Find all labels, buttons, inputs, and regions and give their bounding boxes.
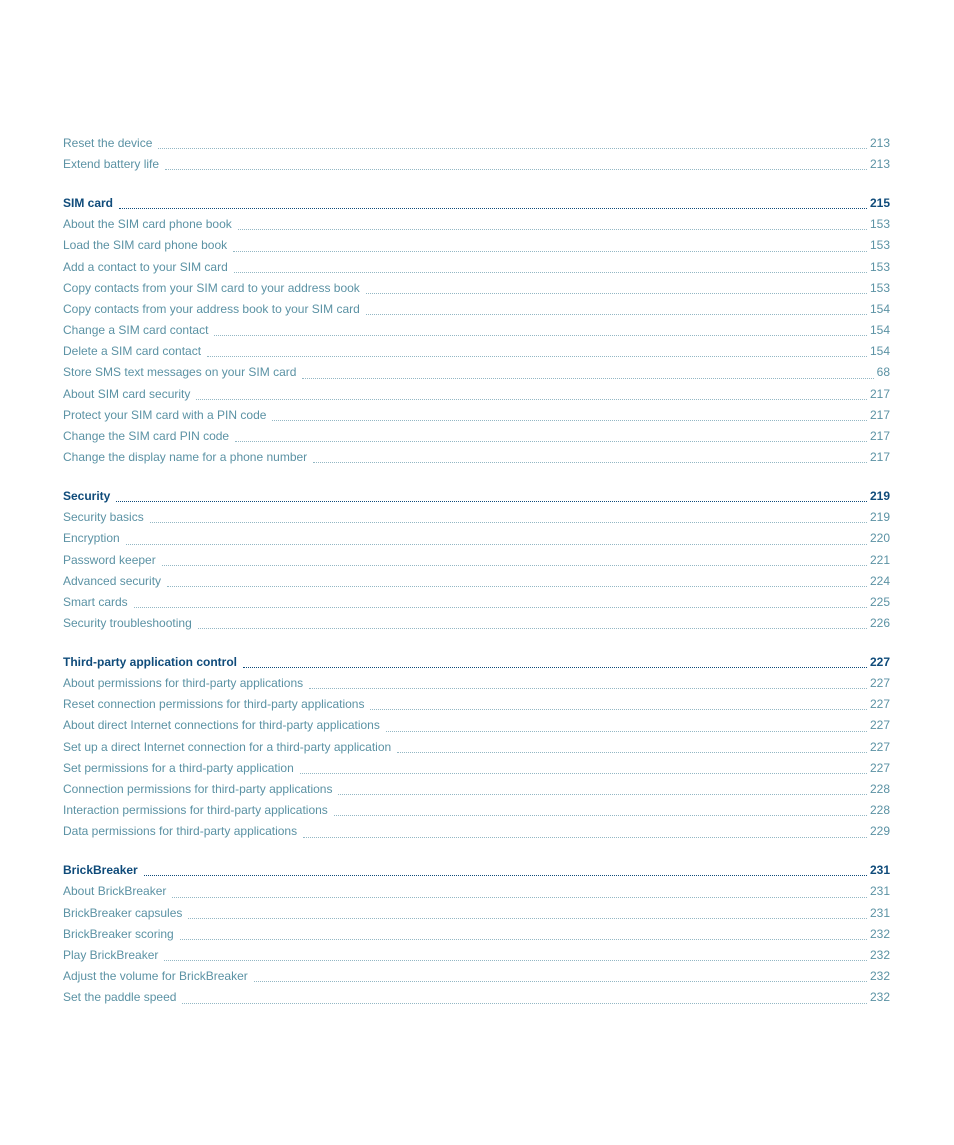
entry-title: Play BrickBreaker bbox=[63, 947, 159, 962]
entry-title: Protect your SIM card with a PIN code bbox=[63, 407, 267, 422]
dot-leader bbox=[386, 715, 867, 736]
page-number: 213 bbox=[869, 157, 890, 172]
entry-title: Security basics bbox=[63, 510, 144, 525]
entry-title: Adjust the volume for BrickBreaker bbox=[63, 969, 248, 984]
toc-entry[interactable] bbox=[63, 320, 890, 341]
dot-leader bbox=[116, 486, 867, 507]
entry-title: About direct Internet connections for third-party applications bbox=[63, 718, 380, 733]
dot-leader bbox=[182, 987, 867, 1008]
entry-title: Security troubleshooting bbox=[63, 616, 192, 631]
page-number: 229 bbox=[869, 824, 890, 839]
dot-leader bbox=[235, 426, 867, 447]
page-number: 219 bbox=[869, 510, 890, 525]
page-number: 154 bbox=[869, 301, 890, 316]
toc-entry[interactable] bbox=[63, 592, 890, 613]
entry-title: Change the SIM card PIN code bbox=[63, 429, 230, 444]
page-number: 225 bbox=[869, 594, 890, 609]
dot-leader bbox=[238, 214, 867, 235]
dot-leader bbox=[234, 257, 867, 278]
toc-entry[interactable] bbox=[63, 903, 890, 924]
dot-leader bbox=[243, 652, 867, 673]
page-number: 154 bbox=[869, 344, 890, 359]
entry-title: About permissions for third-party applications bbox=[63, 676, 304, 691]
page-number: 227 bbox=[869, 654, 890, 669]
dot-leader bbox=[303, 821, 867, 842]
section-title: Third-party application control bbox=[63, 654, 238, 669]
page-number: 228 bbox=[869, 803, 890, 818]
dot-leader bbox=[366, 278, 867, 299]
dot-leader bbox=[309, 673, 867, 694]
entry-title: Delete a SIM card contact bbox=[63, 344, 202, 359]
dot-leader bbox=[338, 779, 867, 800]
dot-leader bbox=[150, 507, 867, 528]
toc-section bbox=[63, 652, 890, 843]
toc-heading[interactable] bbox=[63, 860, 890, 881]
entry-title: Advanced security bbox=[63, 573, 162, 588]
entry-title: Connection permissions for third-party applications bbox=[63, 782, 333, 797]
page-number: 227 bbox=[869, 760, 890, 775]
dot-leader bbox=[167, 571, 867, 592]
toc-section bbox=[63, 193, 890, 468]
page-number: 219 bbox=[869, 489, 890, 503]
toc-entry[interactable] bbox=[63, 257, 890, 278]
page-number: 217 bbox=[869, 386, 890, 401]
page-number: 231 bbox=[869, 884, 890, 899]
section-title: Security bbox=[63, 489, 111, 503]
entry-title: Store SMS text messages on your SIM card bbox=[63, 365, 297, 380]
page-number: 224 bbox=[869, 573, 890, 588]
dot-leader bbox=[207, 341, 867, 362]
toc-entry[interactable] bbox=[63, 278, 890, 299]
toc-entry[interactable] bbox=[63, 881, 890, 902]
toc-entry[interactable] bbox=[63, 715, 890, 736]
dot-leader bbox=[172, 881, 867, 902]
entry-title: Add a contact to your SIM card bbox=[63, 259, 228, 274]
entry-title: About the SIM card phone book bbox=[63, 217, 232, 232]
toc-entry[interactable] bbox=[63, 779, 890, 800]
page-number: 232 bbox=[869, 990, 890, 1005]
page-number: 227 bbox=[869, 739, 890, 754]
section-title: SIM card bbox=[63, 195, 114, 210]
page-number: 221 bbox=[869, 552, 890, 567]
entry-title: Set up a direct Internet connection for a third-party application bbox=[63, 739, 392, 754]
toc-heading[interactable] bbox=[63, 652, 890, 673]
table-of-contents bbox=[63, 133, 890, 1026]
toc-entry[interactable] bbox=[63, 154, 890, 175]
entry-title: BrickBreaker scoring bbox=[63, 926, 174, 941]
entry-title: Data permissions for third-party applications bbox=[63, 824, 298, 839]
page-number: 217 bbox=[869, 450, 890, 465]
entry-title: Set permissions for a third-party application bbox=[63, 760, 294, 775]
toc-entry[interactable] bbox=[63, 571, 890, 592]
page-number: 153 bbox=[869, 217, 890, 232]
dot-leader bbox=[366, 299, 867, 320]
page-number: 215 bbox=[869, 195, 890, 210]
page-number: 231 bbox=[869, 905, 890, 920]
toc-entry[interactable] bbox=[63, 384, 890, 405]
toc-entry[interactable] bbox=[63, 362, 890, 383]
toc-entry[interactable] bbox=[63, 235, 890, 256]
entry-title: Change the display name for a phone number bbox=[63, 450, 308, 465]
toc-heading[interactable] bbox=[63, 193, 890, 214]
page-number: 68 bbox=[876, 365, 890, 380]
toc-entry[interactable] bbox=[63, 426, 890, 447]
entry-title: Extend battery life bbox=[63, 157, 160, 172]
dot-leader bbox=[198, 613, 867, 634]
dot-leader bbox=[254, 966, 867, 987]
toc-entry[interactable] bbox=[63, 528, 890, 549]
entry-title: Load the SIM card phone book bbox=[63, 238, 228, 253]
page-number: 153 bbox=[869, 259, 890, 274]
page-number: 227 bbox=[869, 676, 890, 691]
dot-leader bbox=[162, 550, 867, 571]
dot-leader bbox=[370, 694, 866, 715]
page-number: 227 bbox=[869, 718, 890, 733]
page-number: 228 bbox=[869, 782, 890, 797]
entry-title: Password keeper bbox=[63, 552, 156, 567]
entry-title: Smart cards bbox=[63, 594, 128, 609]
toc-section bbox=[63, 860, 890, 1008]
toc-entry[interactable] bbox=[63, 945, 890, 966]
page-number: 232 bbox=[869, 947, 890, 962]
entry-title: Reset connection permissions for third-party applications bbox=[63, 697, 365, 712]
toc-entry[interactable] bbox=[63, 966, 890, 987]
page-number: 227 bbox=[869, 697, 890, 712]
dot-leader bbox=[180, 924, 867, 945]
dot-leader bbox=[158, 133, 867, 154]
dot-leader bbox=[397, 737, 867, 758]
page-number: 232 bbox=[869, 969, 890, 984]
entry-title: Set the paddle speed bbox=[63, 990, 177, 1005]
toc-entry[interactable] bbox=[63, 341, 890, 362]
dot-leader bbox=[300, 758, 867, 779]
dot-leader bbox=[313, 447, 867, 468]
toc-section bbox=[63, 133, 890, 175]
toc-entry[interactable] bbox=[63, 737, 890, 758]
entry-title: Copy contacts from your address book to your SIM card bbox=[63, 301, 360, 316]
dot-leader bbox=[164, 945, 867, 966]
entry-title: Reset the device bbox=[63, 136, 153, 150]
toc-heading[interactable] bbox=[63, 486, 890, 507]
page-number: 213 bbox=[869, 136, 890, 150]
dot-leader bbox=[144, 860, 867, 881]
page-number: 153 bbox=[869, 238, 890, 253]
entry-title: Interaction permissions for third-party applications bbox=[63, 803, 328, 818]
dot-leader bbox=[188, 903, 867, 924]
toc-entry[interactable] bbox=[63, 987, 890, 1008]
dot-leader bbox=[196, 384, 867, 405]
section-title: BrickBreaker bbox=[63, 863, 138, 878]
page-number: 231 bbox=[869, 863, 890, 878]
toc-entry[interactable] bbox=[63, 133, 890, 154]
entry-title: Change a SIM card contact bbox=[63, 323, 209, 338]
toc-entry[interactable] bbox=[63, 673, 890, 694]
page-number: 153 bbox=[869, 280, 890, 295]
toc-entry[interactable] bbox=[63, 694, 890, 715]
entry-title: Copy contacts from your SIM card to your address book bbox=[63, 280, 360, 295]
toc-entry[interactable] bbox=[63, 800, 890, 821]
toc-entry[interactable] bbox=[63, 613, 890, 634]
toc-entry[interactable] bbox=[63, 550, 890, 571]
dot-leader bbox=[214, 320, 867, 341]
toc-entry[interactable] bbox=[63, 214, 890, 235]
page-number: 232 bbox=[869, 926, 890, 941]
toc-entry[interactable] bbox=[63, 758, 890, 779]
page-number: 154 bbox=[869, 323, 890, 338]
toc-entry[interactable] bbox=[63, 924, 890, 945]
dot-leader bbox=[272, 405, 867, 426]
entry-title: About SIM card security bbox=[63, 386, 191, 401]
dot-leader bbox=[334, 800, 867, 821]
dot-leader bbox=[134, 592, 867, 613]
entry-title: Encryption bbox=[63, 531, 120, 546]
toc-entry[interactable] bbox=[63, 299, 890, 320]
toc-entry[interactable] bbox=[63, 405, 890, 426]
toc-section bbox=[63, 486, 890, 634]
toc-entry[interactable] bbox=[63, 447, 890, 468]
entry-title: About BrickBreaker bbox=[63, 884, 167, 899]
entry-title: BrickBreaker capsules bbox=[63, 905, 183, 920]
dot-leader bbox=[119, 193, 867, 214]
page-number: 226 bbox=[869, 616, 890, 631]
dot-leader bbox=[126, 528, 867, 549]
dot-leader bbox=[233, 235, 867, 256]
toc-entry[interactable] bbox=[63, 821, 890, 842]
page-number: 220 bbox=[869, 531, 890, 546]
page-number: 217 bbox=[869, 429, 890, 444]
dot-leader bbox=[165, 154, 867, 175]
dot-leader bbox=[302, 362, 873, 383]
page-number: 217 bbox=[869, 407, 890, 422]
toc-entry[interactable] bbox=[63, 507, 890, 528]
